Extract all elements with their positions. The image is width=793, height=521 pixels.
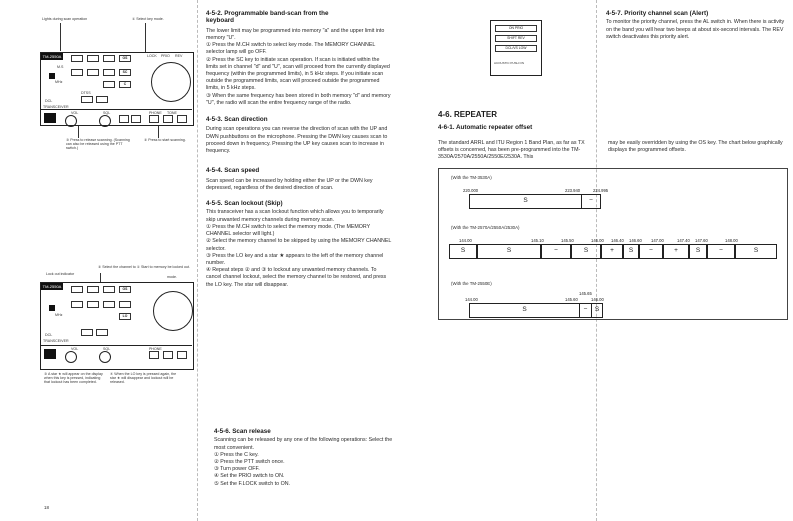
chart2-cell: −: [639, 244, 663, 259]
tone-key[interactable]: [163, 115, 173, 123]
chart2-cell: −: [541, 244, 571, 259]
list-item: ③ When the same frequency has been stored in both memory "d" and memory "U", the radio will scan the entire frequency range of the radio.: [206, 92, 391, 106]
power-switch[interactable]: [44, 113, 56, 123]
list-item: ④ Set the PRIO switch to ON.: [214, 473, 285, 480]
chart2-cell: S: [449, 244, 477, 259]
chart2-tick: 145.10: [531, 238, 544, 243]
list-item: ③ Press the LO key and a star ★ appears to the left of the memory channel number.: [206, 252, 384, 266]
page-fold-left: [197, 0, 198, 521]
section-4-6-1-body-left: The standard ARRL and ITU Region 1 Band Plan, as far as TX offsets is concerned, has been pre-programmed into the TM-3530A/2570A/2550A/2550E/2530A. This: [438, 140, 585, 161]
section-4-5-6-title: 4-5-6. Scan release: [214, 428, 271, 435]
bottom-divider: [41, 109, 192, 110]
transceiver-label: TRANSCEIVER: [43, 339, 69, 343]
section-4-5-5-intro: This transceiver has a scan lockout function which allows you to temporarily skip unwanted memory channels during memory scan.: [206, 209, 384, 223]
fig2-label-select: ② Select the channel to ① Start to memory be locked out.: [98, 265, 190, 269]
fig2-caption-star: ③ A star ★ will appear on the display when this key is pressed, indicating that lockout has been completed.: [44, 372, 103, 385]
chart2-tick: 144.00: [459, 238, 472, 243]
list-item: ① Press the M.CH switch to select the memory mode. (The MEMORY CHANNEL selector will light.): [206, 223, 371, 238]
dtss-label: DTSS: [81, 91, 91, 95]
f-key[interactable]: [87, 69, 99, 76]
phone-label: PHONE: [149, 111, 162, 115]
mch-key[interactable]: [103, 69, 115, 76]
figure-lockout-panel: [40, 262, 194, 412]
prio-label: PRIO: [161, 54, 170, 58]
section-4-5-4-body: Scan speed can be increased by holding either the UP or the DWN key depressed, regardless of the desired direction of scan.: [206, 177, 373, 191]
switch-on[interactable]: ON PRIO: [495, 25, 537, 32]
sql-knob[interactable]: [99, 115, 111, 127]
transceiver-label: TRANSCEIVER: [43, 105, 69, 109]
ms-label: M.S: [57, 65, 64, 69]
mic-jack[interactable]: [177, 351, 187, 359]
fig1-leader-2: [145, 23, 146, 53]
chart1-tick: 224.995: [593, 188, 609, 193]
page-number: 18: [44, 505, 49, 510]
display-digit: [87, 55, 99, 62]
switch-shift[interactable]: SHIFT REV: [495, 35, 537, 42]
dtss-key-2[interactable]: [96, 329, 108, 336]
chart2-tick: 146.00: [591, 238, 604, 243]
list-item: ④ Repeat steps ② and ③ to lockout any unwanted memory channels. To cancel channel lockout, select the memory channel to be restored, and press the LO key. The star will disappear.: [206, 267, 387, 288]
dtss-key[interactable]: [81, 96, 93, 103]
vol-label: VOL: [71, 347, 79, 351]
radio-body: [40, 52, 194, 126]
chart2-cell: +: [663, 244, 689, 259]
section-4-5-2-title: 4-5-2. Programmable band-scan from the keyboard: [206, 10, 329, 25]
chart2-cell: S: [689, 244, 707, 259]
switch-panel-figure: [490, 20, 542, 76]
fig1-label-select: ① Select key mode.: [132, 17, 164, 21]
section-4-5-5-steps: [206, 224, 392, 289]
sql-label: SQL: [103, 347, 111, 351]
f-key[interactable]: [87, 301, 99, 308]
chart1-cell-simplex: S: [469, 194, 581, 209]
chart3-cell-minus: −: [579, 303, 591, 318]
list-item: ② Press the SC key to initiate scan operation. If scan is initiated within the limits set in channel "d" and "U", scan will proceed from the currently displayed frequency (within the programmed limits), in 5 kHz steps. If you initiate scan outside the programmed limits, scan will proceed outside the programmed limits, in 5 kHz steps.: [206, 56, 390, 92]
section-4-5-6-intro: Scanning can be released by any one of the following operations: Select the most convenient.: [214, 437, 393, 451]
section-4-5-2-steps: [206, 42, 392, 107]
display-digit: [71, 55, 83, 62]
list-item: ② Select the memory channel to be skipped by using the MEMORY CHANNEL selector.: [206, 238, 392, 252]
fig2-label-lockout: Lock out indicator: [46, 272, 75, 276]
fig1-caption-release: ③ Press to release scanning. (Scanning can also be released using the PTT switch.): [66, 138, 130, 151]
lock-label: LOCK: [147, 54, 157, 58]
dtss-key[interactable]: [81, 329, 93, 336]
chart2-tick: 147.60: [695, 238, 708, 243]
tuning-knob[interactable]: [153, 291, 193, 331]
fig1-leader: [60, 23, 61, 51]
lo-key[interactable]: LO: [119, 313, 131, 320]
mhz-key[interactable]: [71, 69, 83, 76]
fig1-leader-3: [78, 126, 79, 138]
rev-label: REV: [175, 54, 183, 58]
chart2-tick: 147.00: [651, 238, 664, 243]
chart1-label: (With the TM-3530A): [451, 175, 492, 180]
power-switch[interactable]: [44, 349, 56, 359]
dtss-key-2[interactable]: [96, 96, 108, 103]
vol-knob[interactable]: [65, 115, 77, 127]
phone-jack[interactable]: [149, 351, 159, 359]
chart2-tick: 146.60: [629, 238, 642, 243]
switch-dcl[interactable]: DCL/VS LOW: [495, 45, 537, 52]
middle-column: [206, 10, 392, 289]
section-4-6: [438, 110, 788, 161]
section-4-5-3-body: During scan operations you can reverse the direction of scan with the UP and DWN pushbuttons on the microphone. Pressing the DWN key causes scan to proceed down in frequency. Pressing the UP key causes scan to increase in frequency.: [206, 126, 388, 155]
mch-key[interactable]: [103, 301, 115, 308]
mhz-label: MHz: [55, 313, 63, 317]
section-4-6-title: 4-6. REPEATER: [438, 110, 497, 119]
section-4-6-1-title: 4-6-1. Automatic repeater offset: [438, 124, 533, 131]
os-key[interactable]: OS: [119, 55, 131, 62]
chart2-cell: S: [623, 244, 639, 259]
chart2-tick: 146.40: [611, 238, 624, 243]
bottom-divider: [41, 345, 192, 346]
display-digit: [103, 286, 115, 293]
mic-jack[interactable]: [177, 115, 187, 123]
fig1-label-lights: Lights during scan operation: [42, 17, 88, 21]
chart1-tick: 220.000: [463, 188, 479, 193]
section-4-5-7-title: 4-5-7. Priority channel scan (Alert): [606, 10, 709, 17]
section-4-5-3-title: 4-5-3. Scan direction: [206, 116, 268, 124]
figure-scan-panel: [40, 12, 194, 162]
mode-label: mode.: [167, 275, 177, 279]
ms-switch[interactable]: [49, 73, 55, 79]
model-badge-2: TM-2550A: [42, 284, 62, 289]
chart2-cell: +: [601, 244, 623, 259]
chart3-cell-simplex: S: [469, 303, 579, 318]
chart2-cell: S: [477, 244, 541, 259]
chart1-cell-minus: −: [581, 194, 601, 209]
sql-label: SQL: [103, 111, 111, 115]
lo-key[interactable]: [103, 81, 115, 88]
vol-label: VOL: [71, 111, 79, 115]
fig1-leader-4: [158, 126, 159, 138]
section-4-6-1-body-right: may be easily overridden by using the OS key. The chart below graphically displays the programmed offsets.: [608, 140, 783, 154]
c-key[interactable]: C: [119, 81, 131, 88]
mic-key[interactable]: [119, 115, 129, 123]
dcl-label: DCL: [45, 99, 53, 103]
list-item: ① Press the C key.: [214, 451, 259, 458]
list-item: ③ Turn power OFF.: [214, 466, 260, 473]
mic-key-2[interactable]: [131, 115, 141, 123]
chart2-label: (With the TM-2570A/2550A/2530A): [451, 225, 520, 230]
os-key[interactable]: OS: [119, 286, 131, 293]
chart3-tick: 144.00: [465, 297, 478, 302]
model-badge: TM-2550A: [42, 54, 62, 59]
chart2-tick: 145.50: [561, 238, 574, 243]
tuning-knob[interactable]: [151, 62, 191, 102]
dcl-label: DCL: [45, 333, 53, 337]
switch-acoustic: ACOUSTIC PUSH ON: [494, 61, 525, 65]
section-4-5-2-intro: The lower limit may be programmed into memory "a" and the upper limit into memory "U".: [206, 27, 385, 42]
phone-label: PHONE: [149, 347, 162, 351]
fig1-caption-start: ② Press to start scanning.: [144, 138, 186, 142]
repeater-offset-chart: [438, 168, 788, 320]
vol-knob[interactable]: [65, 351, 77, 363]
display-digit: [71, 286, 83, 293]
chart2-bar: [449, 244, 779, 259]
chart3-label: (With the TM-2550E): [451, 281, 492, 286]
chart3-tick: 145.60: [565, 297, 578, 302]
chart2-tick: 147.40: [677, 238, 690, 243]
section-4-5-6-steps: [214, 452, 394, 488]
sql-knob[interactable]: [99, 351, 111, 363]
sc-key[interactable]: [119, 301, 131, 308]
chart1-tick: 223.940: [565, 188, 581, 193]
chart3-cell-s: S: [591, 303, 603, 318]
chart2-cell: S: [735, 244, 777, 259]
list-item: ① Press the M.CH switch to select key mode. The MEMORY CHANNEL selector lamp will go OFF.: [206, 42, 376, 56]
section-4-5-6: [214, 428, 394, 488]
list-item: ② Press the PTT switch once.: [214, 459, 285, 466]
chart2-cell: S: [571, 244, 601, 259]
ms-switch[interactable]: [49, 305, 55, 311]
tone-label: TONE: [167, 111, 177, 115]
section-4-5-4-title: 4-5-4. Scan speed: [206, 167, 260, 175]
radio-body-2: [40, 275, 194, 370]
sc-key[interactable]: SC: [119, 69, 131, 76]
section-4-5-5-title: 4-5-5. Scan lockout (Skip): [206, 200, 283, 208]
chart2-cell: −: [707, 244, 735, 259]
display-digit: [87, 286, 99, 293]
mhz-key[interactable]: [71, 301, 83, 308]
chart3-tick: 145.65: [579, 291, 592, 296]
phone-jack[interactable]: [149, 115, 159, 123]
section-4-5-7-body: To monitor the priority channel, press the AL switch in. When there is activity on the band you will hear two beeps at about six-second intervals. The REV switch deactivates this priority alert.: [606, 19, 785, 40]
fig2-caption-release: ④ When the LO key is pressed again, the star ★ will disappear and lockout will be released.: [110, 372, 177, 385]
mhz-label: MHz: [55, 80, 63, 84]
list-item: ⑤ Set the F.LOCK switch to ON.: [214, 480, 290, 487]
chart2-tick: 148.00: [725, 238, 738, 243]
tone-key[interactable]: [163, 351, 173, 359]
section-4-5-7: [606, 10, 786, 41]
display-digit: [103, 55, 115, 62]
chart3-tick: 146.00: [591, 297, 604, 302]
